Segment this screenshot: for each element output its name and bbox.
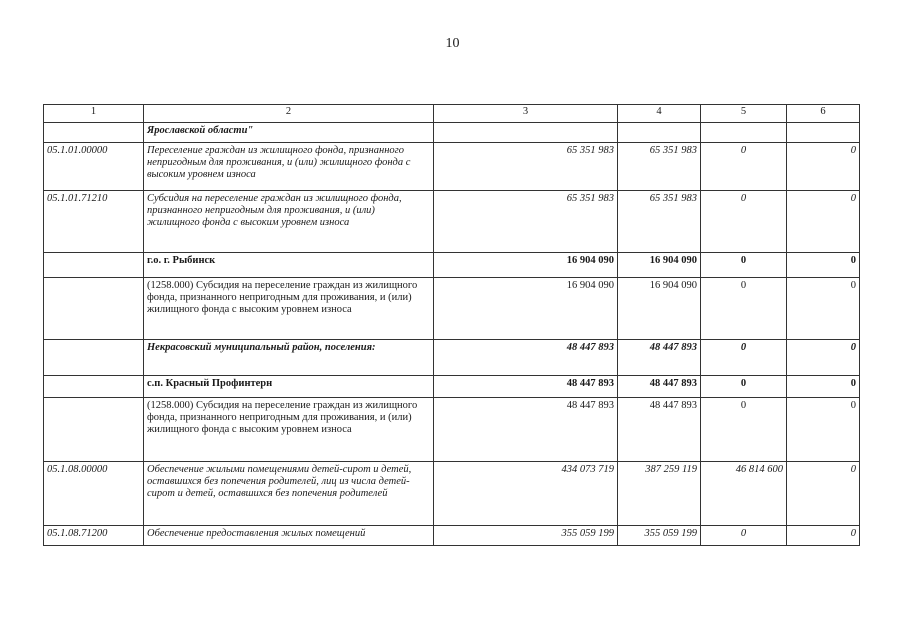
amount-cell: 48 447 893	[434, 376, 618, 398]
amount-cell: 48 447 893	[434, 398, 618, 462]
amount-cell: 46 814 600	[701, 462, 787, 526]
code-cell	[44, 253, 144, 278]
table-row	[44, 340, 860, 376]
amount-cell: 48 447 893	[618, 340, 701, 376]
amount-cell: 16 904 090	[434, 253, 618, 278]
column-header: 1	[44, 105, 144, 123]
code-cell: 05.1.01.00000	[44, 143, 144, 191]
name-cell: (1258.000) Субсидия на переселение граждан из жилищного фонда, признанного непригодным для проживания, и (или) жилищного фонда с высоким уровнем износа	[144, 278, 434, 340]
amount-cell: 0	[787, 253, 860, 278]
amount-cell: 0	[787, 191, 860, 253]
table-row	[44, 398, 860, 462]
amount-cell: 0	[787, 462, 860, 526]
amount-cell: 65 351 983	[618, 143, 701, 191]
amount-cell: 0	[701, 340, 787, 376]
table-row	[44, 123, 860, 143]
amount-cell: 0	[787, 340, 860, 376]
table-row	[44, 462, 860, 526]
table-row	[44, 143, 860, 191]
amount-cell	[787, 123, 860, 143]
code-cell: 05.1.08.71200	[44, 526, 144, 546]
amount-cell: 16 904 090	[618, 253, 701, 278]
table-row	[44, 376, 860, 398]
name-cell: Обеспечение предоставления жилых помещений	[144, 526, 434, 546]
table-row	[44, 526, 860, 546]
amount-cell: 0	[701, 398, 787, 462]
column-header: 2	[144, 105, 434, 123]
column-header: 6	[787, 105, 860, 123]
amount-cell	[701, 123, 787, 143]
amount-cell: 387 259 119	[618, 462, 701, 526]
table-header-row	[44, 105, 860, 123]
amount-cell: 355 059 199	[618, 526, 701, 546]
amount-cell: 0	[701, 143, 787, 191]
column-header: 4	[618, 105, 701, 123]
amount-cell: 0	[787, 398, 860, 462]
name-cell: Переселение граждан из жилищного фонда, признанного непригодным для проживания, и (или) жилищного фонда с высоким уровнем износа	[144, 143, 434, 191]
amount-cell	[434, 123, 618, 143]
code-cell	[44, 123, 144, 143]
name-cell: Обеспечение жилыми помещениями детей-сирот и детей, оставшихся без попечения родителей, лиц из числа детей-сирот и детей, оставшихся без попечения родителей	[144, 462, 434, 526]
code-cell	[44, 376, 144, 398]
amount-cell: 65 351 983	[618, 191, 701, 253]
budget-table	[43, 104, 860, 546]
name-cell: с.п. Красный Профинтерн	[144, 376, 434, 398]
name-cell: Субсидия на переселение граждан из жилищного фонда, признанного непригодным для проживания, и (или) жилищного фонда с высоким уровнем износа	[144, 191, 434, 253]
code-cell	[44, 278, 144, 340]
amount-cell: 0	[787, 143, 860, 191]
code-cell: 05.1.01.71210	[44, 191, 144, 253]
amount-cell: 355 059 199	[434, 526, 618, 546]
name-cell: (1258.000) Субсидия на переселение граждан из жилищного фонда, признанного непригодным для проживания, и (или) жилищного фонда с высоким уровнем износа	[144, 398, 434, 462]
amount-cell: 0	[701, 191, 787, 253]
table-body	[44, 105, 860, 546]
table-row	[44, 191, 860, 253]
code-cell: 05.1.08.00000	[44, 462, 144, 526]
amount-cell: 16 904 090	[434, 278, 618, 340]
amount-cell: 16 904 090	[618, 278, 701, 340]
table-row	[44, 278, 860, 340]
amount-cell: 0	[701, 278, 787, 340]
amount-cell: 65 351 983	[434, 191, 618, 253]
amount-cell: 0	[701, 253, 787, 278]
amount-cell: 0	[701, 526, 787, 546]
column-header: 5	[701, 105, 787, 123]
name-cell: Некрасовский муниципальный район, поселения:	[144, 340, 434, 376]
amount-cell: 434 073 719	[434, 462, 618, 526]
code-cell	[44, 340, 144, 376]
amount-cell: 0	[787, 278, 860, 340]
name-cell: г.о. г. Рыбинск	[144, 253, 434, 278]
amount-cell: 0	[787, 376, 860, 398]
amount-cell: 0	[701, 376, 787, 398]
amount-cell: 48 447 893	[618, 376, 701, 398]
column-header: 3	[434, 105, 618, 123]
amount-cell: 48 447 893	[434, 340, 618, 376]
page-number: 10	[445, 36, 460, 51]
amount-cell: 48 447 893	[618, 398, 701, 462]
amount-cell	[618, 123, 701, 143]
amount-cell: 0	[787, 526, 860, 546]
amount-cell: 65 351 983	[434, 143, 618, 191]
code-cell	[44, 398, 144, 462]
name-cell: Ярославской области"	[144, 123, 434, 143]
table-row	[44, 253, 860, 278]
